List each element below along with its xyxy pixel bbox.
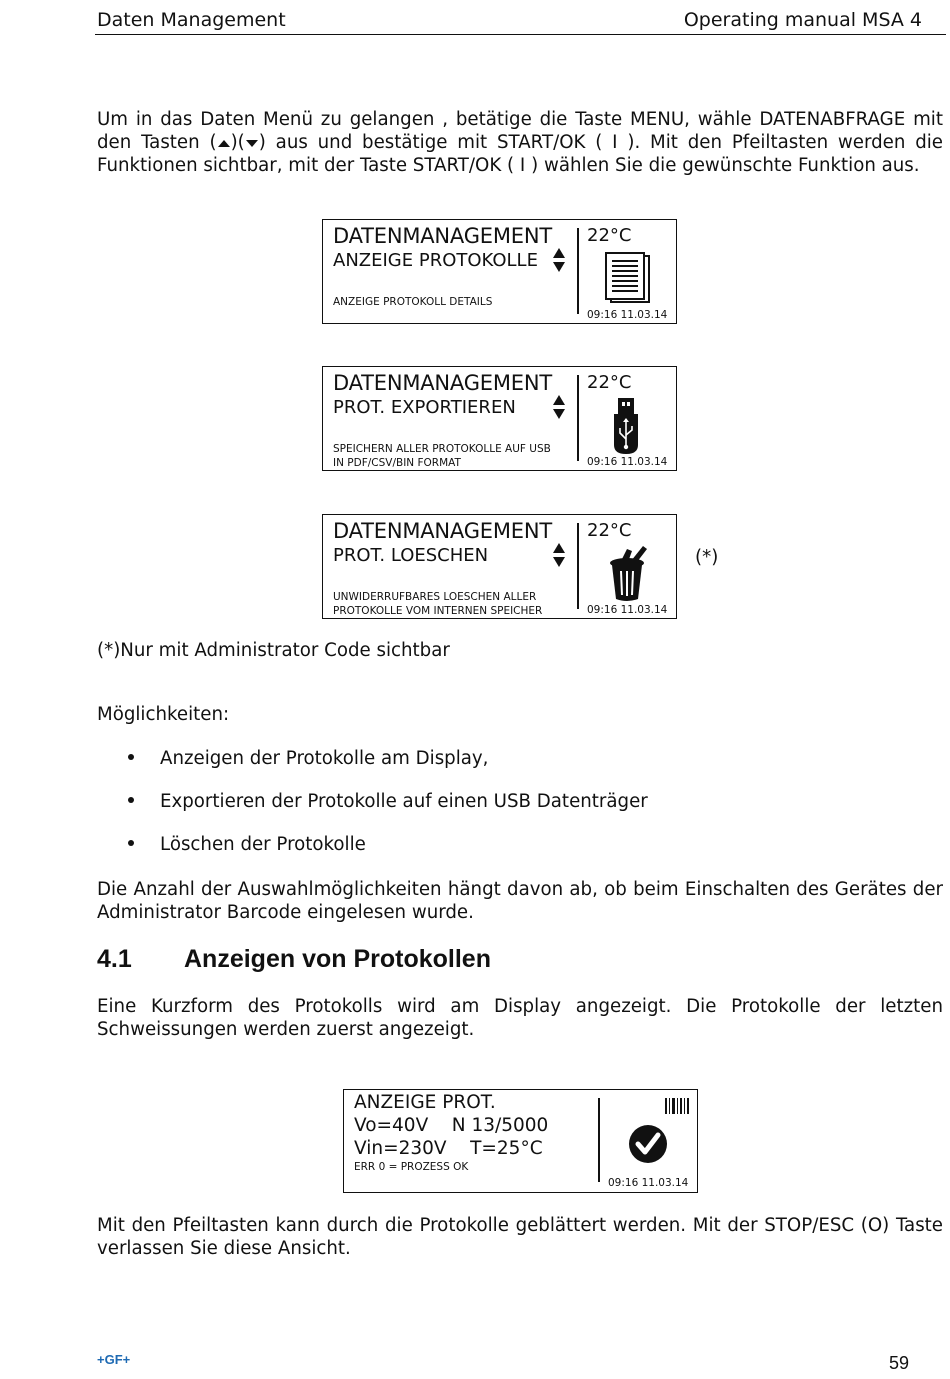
section-title: Anzeigen von Protokollen <box>184 945 491 973</box>
navigation-paragraph: Mit den Pfeiltasten kann durch die Protokolle geblättert werden. Mit der STOP/ESC (O) Taste verlassen Sie diese Ansicht. <box>97 1215 943 1259</box>
arrow-down-icon <box>246 140 258 147</box>
screen-temperature: 22°C <box>587 225 632 246</box>
list-item-text: Exportieren der Protokolle auf einen USB Datenträger <box>160 791 648 812</box>
admin-footnote: (*)Nur mit Administrator Code sichtbar <box>97 640 450 661</box>
screen-subtitle: ANZEIGE PROTOKOLLE <box>333 250 538 271</box>
intro-text-3: ) aus und bestätige mit START/OK ( I ). Mit den Pfeiltasten werden die Funktionen sichtbar, mit der Taste START/OK ( I ) wählen Sie die gewünschte Funktion aus. <box>97 132 943 176</box>
header-manual-title: Operating manual MSA 4 <box>683 9 922 31</box>
list-item <box>128 834 366 855</box>
up-down-arrow-icon <box>553 543 565 567</box>
list-item-text: Anzeigen der Protokolle am Display, <box>160 748 489 769</box>
list-item <box>128 748 488 769</box>
screen-time: 09:16 11.03.14 <box>587 456 668 468</box>
short-form-paragraph: Eine Kurzform des Protokolls wird am Display angezeigt. Die Protokolle der letzten Schweissungen werden zuerst angezeigt. <box>97 996 943 1040</box>
screen-description: ANZEIGE PROTOKOLL DETAILS <box>333 296 493 308</box>
header-section-title: Daten Management <box>97 9 286 31</box>
list-item-text: Löschen der Protokolle <box>160 834 366 855</box>
screen-temperature: 22°C <box>587 372 632 393</box>
arrow-up-icon <box>218 140 230 147</box>
screen-description-line2: PROTOKOLLE VOM INTERNEN SPEICHER <box>333 605 543 617</box>
screen-divider <box>577 523 579 609</box>
screen-temperature: 22°C <box>587 520 632 541</box>
display-screen-prot-loeschen <box>322 514 677 619</box>
screen-description-line1: UNWIDERRUFBARES LOESCHEN ALLER <box>333 591 537 603</box>
header-divider <box>95 34 946 35</box>
protocol-line-2: Vo=40V N 13/5000 <box>354 1115 549 1136</box>
section-number: 4.1 <box>97 945 132 973</box>
bullet-icon <box>128 754 134 760</box>
screen-subtitle: PROT. LOESCHEN <box>333 545 489 566</box>
display-screen-prot-exportieren <box>322 366 677 471</box>
screen-subtitle: PROT. EXPORTIEREN <box>333 397 516 418</box>
display-screen-anzeige-protokolle <box>322 219 677 324</box>
up-down-arrow-icon <box>553 248 565 272</box>
display-screen-anzeige-prot <box>343 1089 698 1193</box>
intro-text-2: )( <box>230 132 245 153</box>
trash-icon <box>607 545 651 603</box>
intro-text-1: Um in das Daten Menü zu gelangen , betätige die Taste MENU, wähle DATENABFRAGE mit den Tasten ( <box>97 109 943 153</box>
possibilities-label: Möglichkeiten: <box>97 704 230 725</box>
up-down-arrow-icon <box>553 395 565 419</box>
screen-time: 09:16 11.03.14 <box>608 1177 689 1189</box>
admin-paragraph: Die Anzahl der Auswahlmöglichkeiten hängt davon ab, ob beim Einschalten des Gerätes der Administrator Barcode eingelesen wurde. <box>97 879 943 923</box>
protocol-status: ERR 0 = PROZESS OK <box>354 1161 469 1173</box>
screen-description-line1: SPEICHERN ALLER PROTOKOLLE AUF USB <box>333 443 551 455</box>
intro-paragraph <box>97 108 943 177</box>
screen-divider <box>577 375 579 461</box>
screen-time: 09:16 11.03.14 <box>587 309 668 321</box>
bullet-icon <box>128 840 134 846</box>
screen-title: DATENMANAGEMENT <box>333 371 552 395</box>
screen-time: 09:16 11.03.14 <box>587 604 668 616</box>
section-heading <box>97 945 491 974</box>
list-item <box>128 791 648 812</box>
usb-stick-icon <box>611 397 641 455</box>
admin-marker: (*) <box>695 547 719 568</box>
screen-title: DATENMANAGEMENT <box>333 519 552 543</box>
protocol-line-1: ANZEIGE PROT. <box>354 1092 496 1113</box>
gf-logo: +GF+ <box>97 1352 131 1367</box>
page-number: 59 <box>888 1353 909 1373</box>
screen-divider <box>577 228 579 314</box>
protocol-line-3: Vin=230V T=25°C <box>354 1138 543 1159</box>
document-icon <box>603 252 653 304</box>
bullet-icon <box>128 797 134 803</box>
check-icon <box>628 1124 668 1164</box>
screen-description-line2: IN PDF/CSV/BIN FORMAT <box>333 457 461 469</box>
screen-divider <box>598 1098 600 1182</box>
screen-title: DATENMANAGEMENT <box>333 224 552 248</box>
barcode-icon <box>665 1098 689 1114</box>
